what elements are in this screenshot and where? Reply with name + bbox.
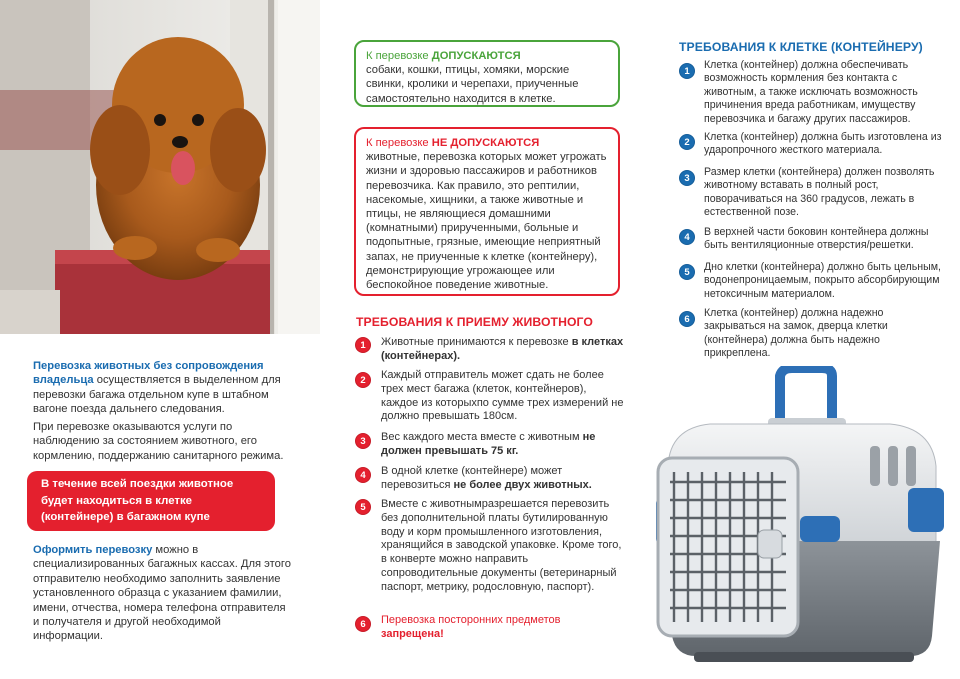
cage-number-5: 5 <box>679 264 695 280</box>
not-allowed-heading-caps: НЕ ДОПУСКАЮТСЯ <box>431 137 540 149</box>
cage-item-4: В верхней части боковин контейнера должны быть вентиляционные отверстия/решетки. <box>704 226 929 252</box>
req-item-6-text: Перевозка посторонних предметов <box>381 614 561 626</box>
cage-number-3: 3 <box>679 170 695 186</box>
booking-paragraph <box>33 543 291 644</box>
req-item-3-bold: не должен превышать 75 кг. <box>381 431 596 457</box>
cage-item-2: Клетка (контейнер) должна быть изготовлена из ударопрочного жесткого материала. <box>704 131 942 157</box>
cage-item-3: Размер клетки (контейнера) должен позволять животному вставать в полный рост, поворачиваться на 360 градусов, лежать в естественной позе. <box>704 166 935 219</box>
not-allowed-box <box>354 127 620 296</box>
req-item-1 <box>381 336 626 364</box>
allowed-heading-prefix: К перевозке <box>366 50 432 62</box>
req-item-4-bold: не более двух животных. <box>453 478 592 491</box>
booking-bold: Оформить перевозку <box>33 544 153 556</box>
cage-number-1: 1 <box>679 63 695 79</box>
req-number-4: 4 <box>355 467 371 483</box>
req-item-2-text: Каждый отправитель может сдать не более трех мест багажа (клеток, контейнеров), каждое из которыхпо сумме трех измерений не должно превышать 180см. <box>381 369 624 423</box>
not-allowed-heading <box>366 136 608 150</box>
req-item-4-text: В одной клетке (контейнере) может перевозиться <box>381 465 563 491</box>
req-item-3-text: Вес каждого места вместе с животным <box>381 431 583 443</box>
allowed-heading-caps: ДОПУСКАЮТСЯ <box>431 50 521 62</box>
req-item-2 <box>381 369 626 424</box>
req-item-1-bold: в клетках (контейнерах). <box>381 336 624 362</box>
req-item-6-bold: запрещена! <box>381 627 444 640</box>
dog-photo <box>0 0 320 334</box>
not-allowed-heading-prefix: К перевозке <box>366 137 432 149</box>
pet-carrier-image <box>640 366 950 676</box>
cage-number-4: 4 <box>679 229 695 245</box>
req-item-3 <box>381 431 626 459</box>
allowed-box <box>354 40 620 107</box>
req-item-1-text: Животные принимаются к перевозке <box>381 336 572 348</box>
req-number-1: 1 <box>355 337 371 353</box>
cage-number-6: 6 <box>679 311 695 327</box>
req-number-5: 5 <box>355 499 371 515</box>
cage-item-6: Клетка (контейнер) должна надежно закрываться на замок, дверца клетки (контейнера) должна быть надежно прикреплена. <box>704 307 888 360</box>
allowed-heading <box>366 49 608 63</box>
cage-number-2: 2 <box>679 134 695 150</box>
req-item-6 <box>381 614 626 642</box>
req-item-5 <box>381 498 626 595</box>
intro-bold: Перевозка животных без сопровождения владельца <box>33 360 264 387</box>
cage-item-1: Клетка (контейнер) должна обеспечивать возможность кормления без контакта с животным, а также исключать возможность причинения вреда работникам, имуществу перевозчика и багажу других пассажиров. <box>704 59 918 125</box>
booking-rest: можно в специализированных багажных кассах. Для этого отправителю необходимо заполнить заявление установленного образца с указанием фамилии, имени, отчества, номера телефона отправителя и получателя и другой необходимой информации. <box>33 544 291 643</box>
cage-item-5: Дно клетки (контейнера) должно быть цельным, водонепроницаемым, покрыто абсорбирующим нетоксичным материалом. <box>704 261 941 300</box>
intro-paragraph <box>33 359 291 417</box>
req-number-2: 2 <box>355 372 371 388</box>
allowed-text: собаки, кошки, птицы, хомяки, морские свинки, кролики и черепахи, приученные самостоятельно находится в клетке. <box>366 64 579 105</box>
req-item-4 <box>381 465 626 493</box>
not-allowed-text: животные, перевозка которых может угрожать жизни и здоровью пассажиров и работников перевозчика. Как правило, это рептилии, насекомые, хищники, а также животные и птицы, не являющиеся домашними (комнатными) прирученными, больные и подопытные, грязные, имеющие неприятный запах, не приученные к клетке (контейнеру), демонстрирующие угрожающее или беспокойное поведение животные. <box>366 151 607 292</box>
req-item-5-text: Вместе с животнымразрешается перевозить без дополнительной платы бутилированную воду и корм промышленного изготовления, хранящийся в заводской упаковке. Кроме того, в конверте можно направить сопроводительные документы (ветеринарный паспорт, метрику, родословную, паспорт). <box>381 498 622 593</box>
intro-rest: осуществляется в выделенном для перевозки багажа отдельном купе в штабном вагоне поезда дальнего следования. <box>33 374 281 416</box>
req-number-3: 3 <box>355 433 371 449</box>
cage-requirements-title: ТРЕБОВАНИЯ К КЛЕТКЕ (КОНТЕЙНЕРУ) <box>679 40 923 54</box>
req-number-6: 6 <box>355 616 371 632</box>
services-paragraph: При перевозке оказываются услуги по наблюдению за состоянием животного, его кормлению, поддержанию санитарного режима. <box>33 421 284 462</box>
requirements-title: ТРЕБОВАНИЯ К ПРИЕМУ ЖИВОТНОГО <box>356 315 593 329</box>
cage-notice-box: В течение всей поездки животное будет находиться в клетке (контейнере) в багажном купе <box>27 471 275 531</box>
